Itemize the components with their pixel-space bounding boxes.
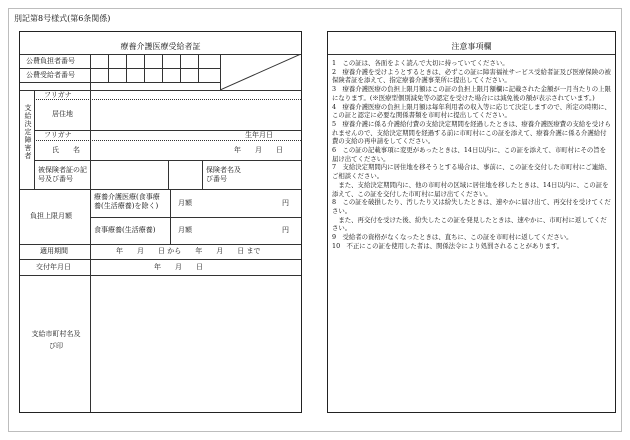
notes-title: 注意事項欄 [451,42,492,51]
yen-label-2: 円 [282,226,289,234]
issue-date-label: 交付年月日 [36,263,71,271]
medical-fee-label: 療養介護医療(食事療養(生活療養)を除く) [94,193,160,210]
form-caption: 別記第8号様式(第6条関係) [14,14,111,23]
issue-date-value: 年 月 日 [154,263,203,271]
address-label: 居住地 [52,110,73,118]
note-item: 6 この証の記載事項に変更があったときは、14日以内に、この証を添えて、市町村にその旨を届け出てください。 [332,146,607,163]
note-item: 4 療養介護医療の負担上限月額は毎年利用者の収入等に応じて決定しますので、所定の時期に、この証と認定に必要な関係書類を市町村に提出してください。 [332,102,611,120]
meal-fee-label: 食事療養(生活療養) [94,226,156,234]
side-label: 支給決定障害者 [24,104,32,160]
birthdate-value: 年 月 日 [234,146,283,154]
note-item: 9 受給者の資格がなくなったときは、直ちに、この証を市町村に返してください。 [332,233,573,242]
furigana-label-1: フリガナ [44,91,72,99]
insured-id-label: 被保険者証の記号及び番号 [38,166,87,183]
insurer-name-label: 保険者名及び番号 [206,166,241,183]
monthly-amount-label-2: 月額 [178,226,192,234]
certificate-title: 療養介護医療受給者証 [120,42,201,51]
note-item: 5 療養介護に係る介護給付費の支給決定期間を経過したときは、療養介護医療費の支給を受けられませんので、支給決定期間を経過する前に市町村にこの証を添えて、療養介護に係る介護給付費の支給の再申請をしてください。 [332,119,611,146]
note-item: また、再交付を受けた後、紛失したこの証を発見したときは、速やかに、市町村に返してください。 [332,215,607,233]
note-item: 1 この証は、各面をよく読んで大切に持っていてください。 [332,59,509,67]
notes-panel [327,31,616,413]
yen-label-1: 円 [282,199,289,207]
certificate-panel [19,31,302,413]
note-item: 8 この証を破損したり、汚したり又は紛失したときは、速やかに届け出て、再交付を受けてください。 [332,198,611,215]
name-label: 氏 名 [52,146,80,154]
municipality-label: 支給市町村名及び印 [31,330,81,350]
notes-list [332,59,612,250]
monthly-limit-label: 負担上限月額 [30,212,72,220]
recipient-number-label: 公費受給者番号 [26,71,75,79]
payer-number-label: 公費負担者番号 [26,57,75,65]
note-item: 2 療養介護を受けようとするときは、必ずこの証に障害福祉サービス受給者証及び医療保険の被保険者証を添えて、指定療養介護事業所に提出してください。 [332,67,611,85]
furigana-label-2: フリガナ [44,131,72,139]
birthdate-label: 生年月日 [245,131,273,139]
note-item: また、支給決定期間内に、他の市町村の区域に居住地を移したときは、14日以内に、この証を添えて、この証を交付した市町村に届け出てください。 [332,180,609,198]
note-item: 3 療養介護医療の負担上限月額はこの証の負担上限月額欄に記載された金額が一月当たりの上限になります。(※医療型個別減免等の認定を受けた場合には減免後の額が表示されています。) [332,85,611,102]
period-label: 適用期間 [40,247,68,255]
period-value: 年 月 日 から 年 月 日 まで [116,247,261,255]
note-item: 7 支給決定期間内に居住地を移そうとする場合は、事前に、この証を交付した市町村にご連絡、ご相談ください。 [332,163,611,181]
note-item: 10 不正にこの証を使用した者は、関係法令により処罰されることがあります。 [332,241,564,250]
monthly-amount-label-1: 月額 [178,199,192,207]
empty-cell-diagonal [220,54,301,90]
